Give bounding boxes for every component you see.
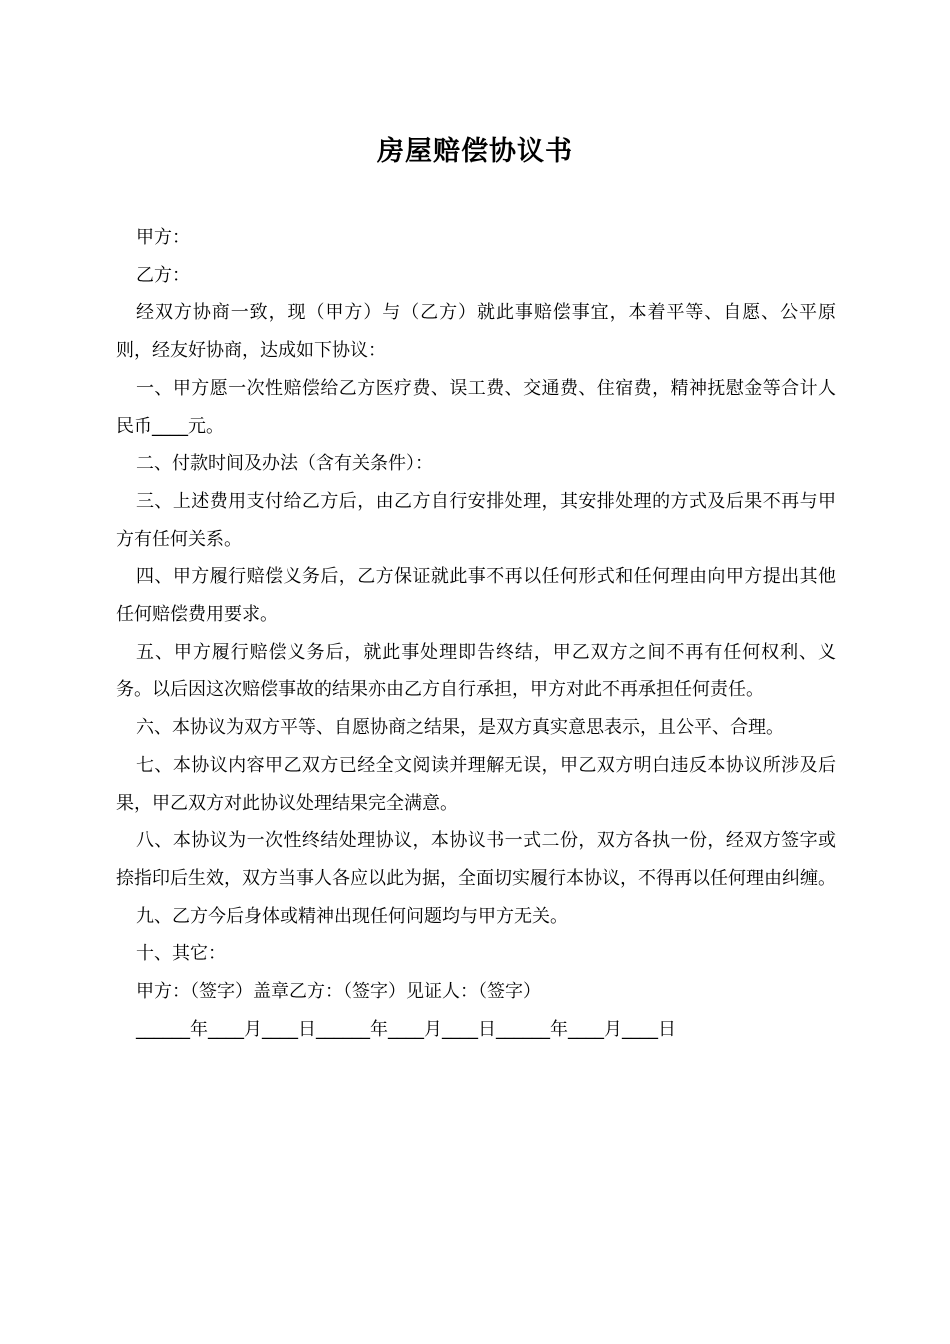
- clause-1: 一、甲方愿一次性赔偿给乙方医疗费、误工费、交通费、住宿费，精神抚慰金等合计人民币____元。: [116, 377, 836, 437]
- clause-7: 七、本协议内容甲乙双方已经全文阅读并理解无误，甲乙双方明白违反本协议所涉及后果，甲乙双方对此协议处理结果完全满意。: [116, 754, 836, 814]
- document-body: [116, 219, 836, 1048]
- clause-4: 四、甲方履行赔偿义务后，乙方保证就此事不再以任何形式和任何理由向甲方提出其他任何赔偿费用要求。: [116, 566, 836, 626]
- clause-3: 三、上述费用支付给乙方后，由乙方自行安排处理，其安排处理的方式及后果不再与甲方有任何关系。: [116, 490, 836, 550]
- clause-6: 六、本协议为双方平等、自愿协商之结果，是双方真实意思表示，且公平、合理。: [136, 717, 784, 739]
- clause-9: 九、乙方今后身体或精神出现任何问题均与甲方无关。: [136, 905, 568, 927]
- clause-10: 十、其它：: [136, 943, 226, 965]
- clause-8: 八、本协议为一次性终结处理协议，本协议书一式二份，双方各执一份，经双方签字或捺指印后生效，双方当事人各应以此为据，全面切实履行本协议，不得再以任何理由纠缠。: [116, 830, 836, 889]
- date-line: ______年____月____日______年____月____日______年____月____日: [136, 1018, 676, 1040]
- party-a-line: 甲方：: [136, 227, 190, 248]
- intro-paragraph: 经双方协商一致，现（甲方）与（乙方）就此事赔偿事宜，本着平等、自愿、公平原则，经友好协商，达成如下协议：: [116, 302, 836, 362]
- party-b-line: 乙方：: [136, 264, 190, 286]
- clause-5: 五、甲方履行赔偿义务后，就此事处理即告终结，甲乙双方之间不再有任何权利、义务。以后因这次赔偿事故的结果亦由乙方自行承担，甲方对此不再承担任何责任。: [116, 641, 836, 701]
- signature-line: 甲方：（签字）盖章乙方：（签字）见证人：（签字）: [136, 981, 541, 1003]
- document-title: 房屋赔偿协议书: [377, 136, 573, 167]
- clause-2: 二、付款时间及办法（含有关条件）：: [136, 453, 433, 475]
